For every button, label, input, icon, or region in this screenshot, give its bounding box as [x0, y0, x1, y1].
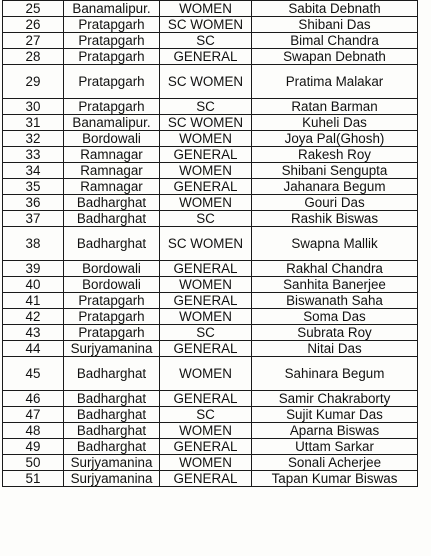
serial-number-cell: 46 [3, 391, 64, 407]
candidate-name-cell: Rakhal Chandra [252, 261, 418, 277]
candidate-name-cell: Sahinara Begum [252, 357, 418, 391]
table-row [3, 65, 418, 99]
category-cell: WOMEN [160, 277, 252, 293]
table-row [3, 357, 418, 391]
table-row [3, 211, 418, 227]
candidate-name-cell: Sonali Acherjee [252, 455, 418, 471]
candidate-name-cell: Rashik Biswas [252, 211, 418, 227]
table-row [3, 341, 418, 357]
candidate-name-cell: Uttam Sarkar [252, 439, 418, 455]
table-row [3, 455, 418, 471]
serial-number-cell: 43 [3, 325, 64, 341]
place-cell: Badharghat [64, 423, 160, 439]
category-cell: WOMEN [160, 423, 252, 439]
table-row [3, 99, 418, 115]
category-cell: WOMEN [160, 455, 252, 471]
serial-number-cell: 37 [3, 211, 64, 227]
table-row [3, 195, 418, 211]
candidate-list-sheet [2, 0, 418, 487]
table-row [3, 179, 418, 195]
place-cell: Pratapgarh [64, 65, 160, 99]
place-cell: Bordowali [64, 131, 160, 147]
place-cell: Banamalipur. [64, 115, 160, 131]
candidate-name-cell: Tapan Kumar Biswas [252, 471, 418, 487]
candidate-name-cell: Ratan Barman [252, 99, 418, 115]
serial-number-cell: 38 [3, 227, 64, 261]
place-cell: Pratapgarh [64, 33, 160, 49]
candidate-name-cell: Rakesh Roy [252, 147, 418, 163]
candidate-name-cell: Biswanath Saha [252, 293, 418, 309]
serial-number-cell: 39 [3, 261, 64, 277]
category-cell: GENERAL [160, 471, 252, 487]
place-cell: Pratapgarh [64, 309, 160, 325]
place-cell: Pratapgarh [64, 99, 160, 115]
candidate-table [2, 0, 418, 487]
table-row [3, 309, 418, 325]
category-cell: WOMEN [160, 163, 252, 179]
table-row [3, 115, 418, 131]
candidate-name-cell: Kuheli Das [252, 115, 418, 131]
table-row [3, 1, 418, 17]
serial-number-cell: 51 [3, 471, 64, 487]
candidate-name-cell: Joya Pal(Ghosh) [252, 131, 418, 147]
place-cell: Pratapgarh [64, 49, 160, 65]
candidate-name-cell: Subrata Roy [252, 325, 418, 341]
category-cell: SC [160, 407, 252, 423]
place-cell: Bordowali [64, 277, 160, 293]
category-cell: SC WOMEN [160, 65, 252, 99]
category-cell: SC WOMEN [160, 227, 252, 261]
serial-number-cell: 45 [3, 357, 64, 391]
table-row [3, 17, 418, 33]
category-cell: SC [160, 211, 252, 227]
candidate-name-cell: Sujit Kumar Das [252, 407, 418, 423]
category-cell: SC WOMEN [160, 17, 252, 33]
category-cell: GENERAL [160, 341, 252, 357]
table-row [3, 227, 418, 261]
category-cell: WOMEN [160, 195, 252, 211]
serial-number-cell: 49 [3, 439, 64, 455]
serial-number-cell: 28 [3, 49, 64, 65]
candidate-name-cell: Soma Das [252, 309, 418, 325]
serial-number-cell: 31 [3, 115, 64, 131]
candidate-name-cell: Samir Chakraborty [252, 391, 418, 407]
serial-number-cell: 30 [3, 99, 64, 115]
category-cell: GENERAL [160, 261, 252, 277]
table-row [3, 407, 418, 423]
place-cell: Badharghat [64, 439, 160, 455]
serial-number-cell: 40 [3, 277, 64, 293]
category-cell: GENERAL [160, 439, 252, 455]
table-row [3, 423, 418, 439]
place-cell: Pratapgarh [64, 325, 160, 341]
category-cell: GENERAL [160, 391, 252, 407]
category-cell: WOMEN [160, 131, 252, 147]
category-cell: SC WOMEN [160, 115, 252, 131]
serial-number-cell: 50 [3, 455, 64, 471]
serial-number-cell: 34 [3, 163, 64, 179]
place-cell: Surjyamanina [64, 455, 160, 471]
category-cell: WOMEN [160, 357, 252, 391]
table-row [3, 49, 418, 65]
place-cell: Badharghat [64, 391, 160, 407]
serial-number-cell: 35 [3, 179, 64, 195]
serial-number-cell: 44 [3, 341, 64, 357]
place-cell: Badharghat [64, 227, 160, 261]
serial-number-cell: 41 [3, 293, 64, 309]
candidate-name-cell: Sanhita Banerjee [252, 277, 418, 293]
place-cell: Pratapgarh [64, 293, 160, 309]
candidate-name-cell: Pratima Malakar [252, 65, 418, 99]
table-row [3, 131, 418, 147]
place-cell: Pratapgarh [64, 17, 160, 33]
place-cell: Badharghat [64, 195, 160, 211]
serial-number-cell: 36 [3, 195, 64, 211]
table-row [3, 391, 418, 407]
serial-number-cell: 32 [3, 131, 64, 147]
category-cell: SC [160, 325, 252, 341]
category-cell: WOMEN [160, 309, 252, 325]
table-row [3, 277, 418, 293]
place-cell: Badharghat [64, 211, 160, 227]
category-cell: GENERAL [160, 293, 252, 309]
candidate-name-cell: Gouri Das [252, 195, 418, 211]
table-row [3, 471, 418, 487]
serial-number-cell: 29 [3, 65, 64, 99]
serial-number-cell: 27 [3, 33, 64, 49]
serial-number-cell: 26 [3, 17, 64, 33]
place-cell: Badharghat [64, 357, 160, 391]
candidate-name-cell: Swapan Debnath [252, 49, 418, 65]
place-cell: Ramnagar [64, 179, 160, 195]
candidate-name-cell: Sabita Debnath [252, 1, 418, 17]
table-row [3, 33, 418, 49]
serial-number-cell: 25 [3, 1, 64, 17]
place-cell: Bordowali [64, 261, 160, 277]
category-cell: SC [160, 99, 252, 115]
place-cell: Ramnagar [64, 147, 160, 163]
place-cell: Badharghat [64, 407, 160, 423]
table-row [3, 293, 418, 309]
place-cell: Ramnagar [64, 163, 160, 179]
serial-number-cell: 47 [3, 407, 64, 423]
place-cell: Surjyamanina [64, 471, 160, 487]
category-cell: GENERAL [160, 179, 252, 195]
candidate-name-cell: Bimal Chandra [252, 33, 418, 49]
candidate-name-cell: Swapna Mallik [252, 227, 418, 261]
candidate-name-cell: Jahanara Begum [252, 179, 418, 195]
place-cell: Banamalipur. [64, 1, 160, 17]
candidate-name-cell: Shibani Das [252, 17, 418, 33]
category-cell: WOMEN [160, 1, 252, 17]
table-row [3, 439, 418, 455]
candidate-name-cell: Nitai Das [252, 341, 418, 357]
category-cell: GENERAL [160, 147, 252, 163]
place-cell: Surjyamanina [64, 341, 160, 357]
category-cell: SC [160, 33, 252, 49]
serial-number-cell: 42 [3, 309, 64, 325]
candidate-name-cell: Shibani Sengupta [252, 163, 418, 179]
table-row [3, 261, 418, 277]
category-cell: GENERAL [160, 49, 252, 65]
table-row [3, 147, 418, 163]
serial-number-cell: 33 [3, 147, 64, 163]
table-row [3, 325, 418, 341]
candidate-name-cell: Aparna Biswas [252, 423, 418, 439]
table-row [3, 163, 418, 179]
serial-number-cell: 48 [3, 423, 64, 439]
